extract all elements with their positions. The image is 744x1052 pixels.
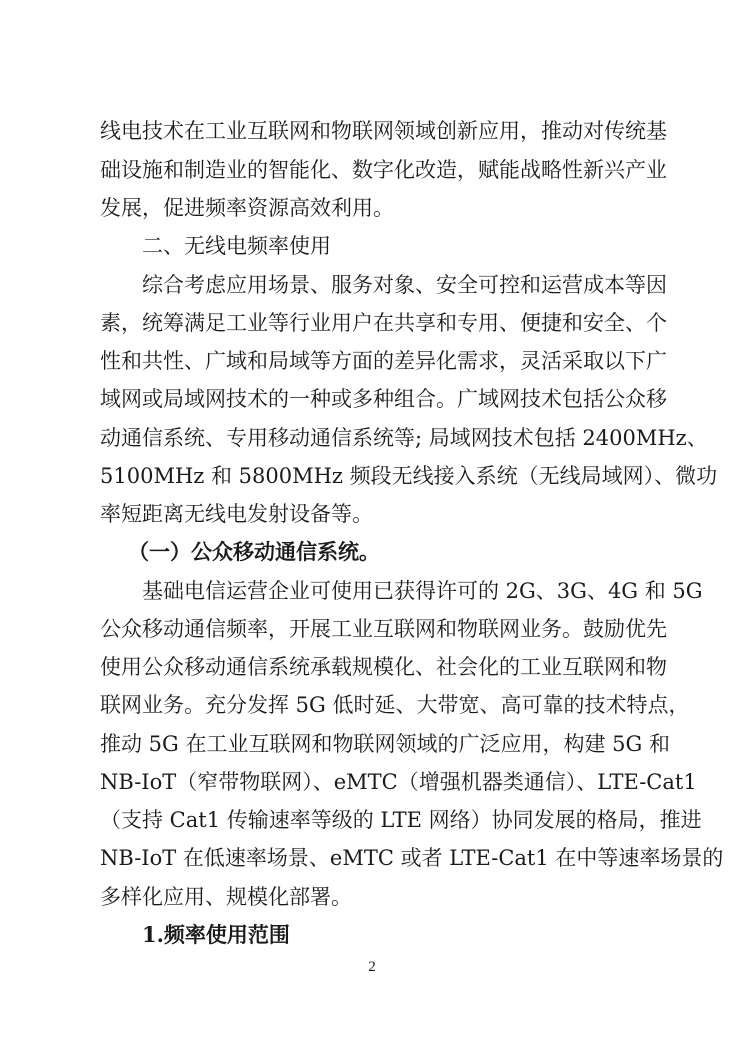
paragraph-line: 基础电信运营企业可使用已获得许可的 2G、3G、4G 和 5G bbox=[142, 579, 703, 603]
paragraph-line: 多样化应用、规模化部署。 bbox=[100, 885, 352, 909]
paragraph-line: 发展，促进频率资源高效利用。 bbox=[100, 196, 394, 220]
paragraph-line: 线电技术在工业互联网和物联网领域创新应用，推动对传统基 bbox=[100, 119, 667, 143]
section-heading: 二、无线电频率使用 bbox=[142, 234, 331, 258]
paragraph-line: 综合考虑应用场景、服务对象、安全可控和运营成本等因 bbox=[142, 273, 667, 297]
paragraph-line: 率短距离无线电发射设备等。 bbox=[100, 502, 373, 526]
paragraph-line: 域网或局域网技术的一种或多种组合。广域网技术包括公众移 bbox=[100, 387, 667, 411]
paragraph-line: 动通信系统、专用移动通信系统等; 局域网技术包括 2400MHz、 bbox=[100, 426, 708, 450]
paragraph-line: NB-IoT（窄带物联网）、eMTC（增强机器类通信）、LTE-Cat1 bbox=[100, 770, 697, 794]
paragraph-line: 联网业务。充分发挥 5G 低时延、大带宽、高可靠的技术特点， bbox=[100, 693, 690, 717]
paragraph-line: 础设施和制造业的智能化、数字化改造，赋能战略性新兴产业 bbox=[100, 158, 667, 182]
paragraph-line: 性和共性、广域和局域等方面的差异化需求，灵活采取以下广 bbox=[100, 349, 667, 373]
page-number: 2 bbox=[368, 959, 376, 975]
paragraph-line: 公众移动通信频率，开展工业互联网和物联网业务。鼓励优先 bbox=[100, 617, 667, 641]
paragraph-line: 素，统筹满足工业等行业用户在共享和专用、便捷和安全、个 bbox=[100, 311, 667, 335]
paragraph-line: 推动 5G 在工业互联网和物联网领域的广泛应用，构建 5G 和 bbox=[100, 732, 670, 756]
paragraph-line: 5100MHz 和 5800MHz 频段无线接入系统（无线局域网）、微功 bbox=[100, 464, 718, 488]
paragraph-line: 使用公众移动通信系统承载规模化、社会化的工业互联网和物 bbox=[100, 655, 667, 679]
paragraph-line: NB-IoT 在低速率场景、eMTC 或者 LTE-Cat1 在中等速率场景的 bbox=[100, 846, 724, 870]
item-heading: 1.频率使用范围 bbox=[142, 922, 290, 947]
paragraph-line: （支持 Cat1 传输速率等级的 LTE 网络）协同发展的格局，推进 bbox=[100, 808, 702, 832]
subsection-heading: （一）公众移动通信系统。 bbox=[128, 539, 380, 564]
